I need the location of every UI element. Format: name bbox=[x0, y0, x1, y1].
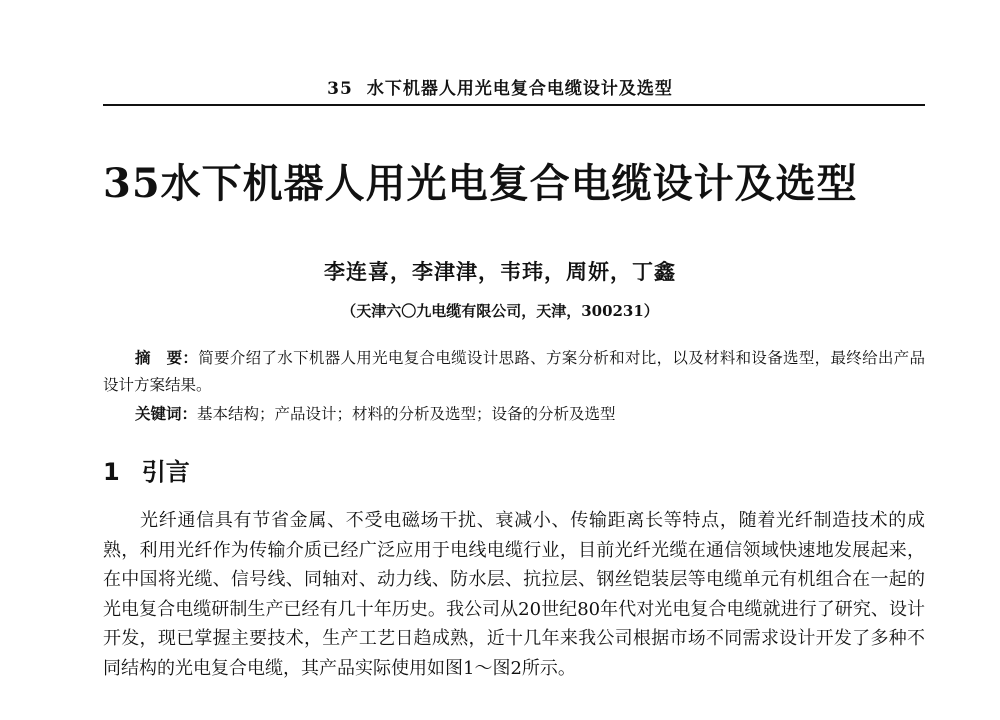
section-number: 1 bbox=[103, 458, 120, 486]
keywords-text: 基本结构；产品设计；材料的分析及选型；设备的分析及选型 bbox=[197, 405, 616, 423]
abstract-label: 摘 要： bbox=[135, 348, 199, 367]
keywords bbox=[135, 400, 925, 428]
paper-title: 35水下机器人用光电复合电缆设计及选型 bbox=[103, 160, 858, 207]
abstract-text: 简要介绍了水下机器人用光电复合电缆设计思路、方案分析和对比，以及材料和设备选型，最终给出产品设计方案结果。 bbox=[103, 349, 925, 394]
section-title: 引言 bbox=[141, 458, 190, 486]
body-paragraph: 光纤通信具有节省金属、不受电磁场干扰、衰减小、传输距离长等特点，随着光纤制造技术的成熟，利用光纤作为传输介质已经广泛应用于电线电缆行业，目前光纤光缆在通信领域快速地发展起来，在中国将光缆、信号线、同轴对、动力线、防水层、抗拉层、钢丝铠装层等电缆单元有机组合在一起的光电复合电缆研制生产已经有几十年历史。我公司从20世纪80年代对光电复合电缆就进行了研究、设计开发，现已掌握主要技术，生产工艺日趋成熟，近十几年来我公司根据市场不同需求设计开发了多种不同结构的光电复合电缆，其产品实际使用如图1～图2所示。 bbox=[103, 510, 925, 679]
authors: 李连喜，李津津，韦玮，周妍，丁鑫 bbox=[324, 259, 676, 284]
header-rule bbox=[103, 104, 925, 106]
running-header-number: 35 bbox=[327, 79, 353, 99]
abstract bbox=[103, 344, 925, 399]
affiliation: （天津六〇九电缆有限公司，天津，300231） bbox=[341, 302, 659, 320]
section-heading bbox=[103, 452, 190, 487]
running-header bbox=[0, 74, 1000, 99]
keywords-label: 关键词： bbox=[135, 404, 198, 423]
running-header-text: 水下机器人用光电复合电缆设计及选型 bbox=[366, 79, 673, 99]
